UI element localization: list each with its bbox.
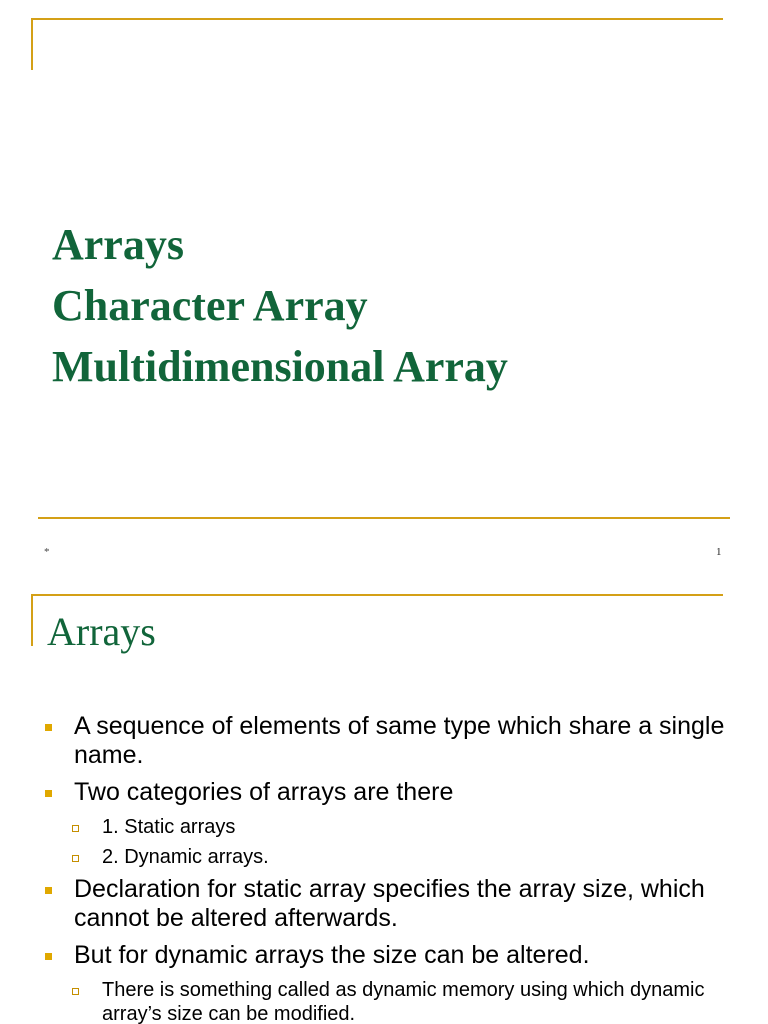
square-bullet-icon <box>45 790 52 797</box>
slide1-title-line-character-array: Character Array <box>52 281 368 330</box>
sub-bullet-item <box>44 978 734 1024</box>
slide1-page-number: 1 <box>716 546 722 558</box>
sub-bullet-item <box>44 815 734 839</box>
sub-bullet-text: 2. Dynamic arrays. <box>102 846 269 868</box>
sub-bullet-text: There is something called as dynamic memory using which dynamic array’s size can be modified. <box>102 979 705 1024</box>
bullet-text: But for dynamic arrays the size can be altered. <box>74 941 590 969</box>
bullet-item <box>44 778 734 807</box>
slide1-title-line-arrays: Arrays <box>52 220 184 269</box>
slide2-bullet-list <box>44 712 734 1024</box>
square-bullet-icon <box>45 724 52 731</box>
bullet-item <box>44 875 734 933</box>
slide2-top-rule <box>32 594 723 596</box>
bullet-text: A sequence of elements of same type which share a single name. <box>74 712 725 769</box>
square-bullet-icon <box>45 887 52 894</box>
hollow-square-bullet-icon <box>72 988 79 995</box>
slide2-title: Arrays <box>47 609 156 654</box>
slide2-left-rule <box>31 594 33 646</box>
sub-bullet-item <box>44 845 734 869</box>
slide1-top-rule <box>32 18 723 20</box>
bullet-text: Two categories of arrays are there <box>74 778 454 806</box>
sub-bullet-text: 1. Static arrays <box>102 816 236 838</box>
bullet-item <box>44 941 734 970</box>
slide1-bottom-rule <box>38 517 730 519</box>
slide1-footer-date: * <box>44 546 50 558</box>
slide1-title-line-multidimensional-array: Multidimensional Array <box>52 342 508 391</box>
square-bullet-icon <box>45 953 52 960</box>
hollow-square-bullet-icon <box>72 825 79 832</box>
hollow-square-bullet-icon <box>72 855 79 862</box>
slide1-left-rule <box>31 18 33 70</box>
bullet-item <box>44 712 734 770</box>
bullet-text: Declaration for static array specifies the array size, which cannot be altered afterwards. <box>74 875 705 932</box>
slide1-title <box>52 214 508 397</box>
